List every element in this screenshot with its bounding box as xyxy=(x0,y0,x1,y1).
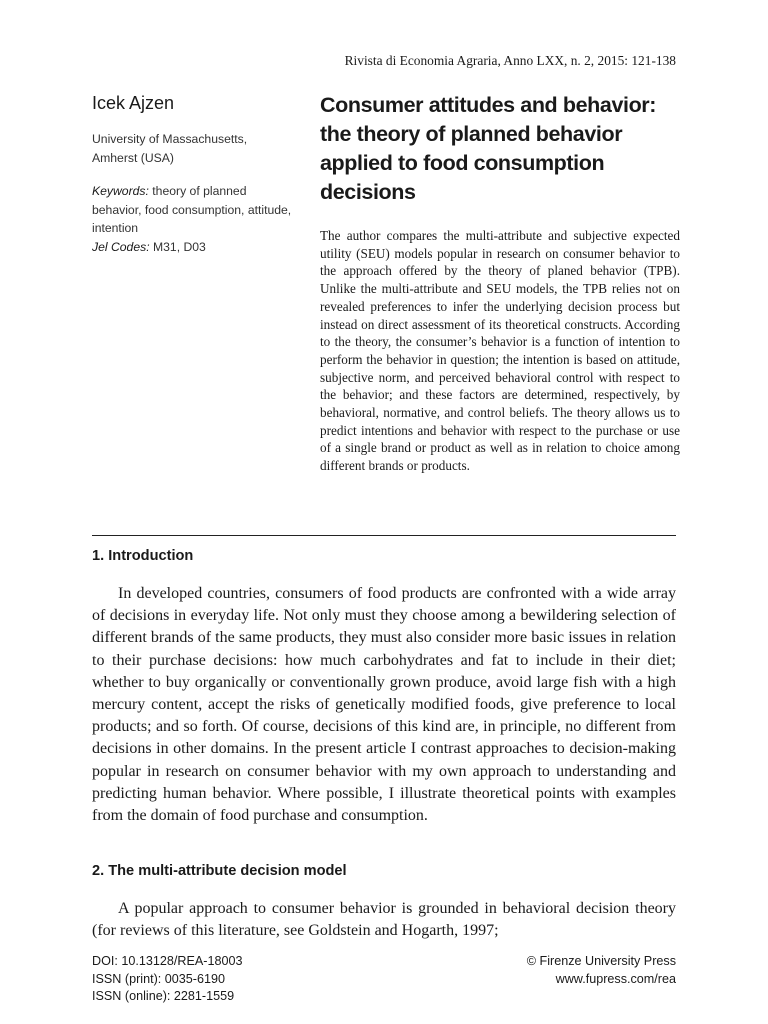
title-block xyxy=(320,91,680,488)
publisher-name: © Firenze University Press xyxy=(526,954,676,968)
journal-reference: Rivista di Economia Agraria, Anno LXX, n. 2, 2015: 121-138 xyxy=(344,53,676,68)
jel-label: Jel Codes: xyxy=(92,239,150,254)
abstract: The author compares the multi-attribute and subjective expected utility (SEU) models popular in research on consumer behavior to the approach offered by the theory of planed behavior (TPB). Unlike the multi-attribute and SEU models, the TPB relies not on revealed preferences to infer the underlying decision process but instead on direct assessment of its theoretical constructs. According to the theory, the consumer’s behavior is a function of intention to perform the behavior in question; the intention is based on attitude, subjective norm, and perceived behavioral control with respect to the behavior; and these factors are determined, respectively, by behavioral, normative, and control beliefs. The theory allows us to predict intentions and behavior with respect to the purchase or use of a single brand or product as well as in relation to choice among different brands or products. xyxy=(320,228,680,474)
jel-text: M31, D03 xyxy=(152,239,206,254)
affiliation-line-2: Amherst (USA) xyxy=(92,151,174,165)
article-title: Consumer attitudes and behavior: the theory of planned behavior applied to food consumption decisions xyxy=(320,93,657,204)
issn-print: ISSN (print): 0035-6190 xyxy=(92,971,226,986)
footer-identifiers xyxy=(92,953,243,1006)
author-sidebar xyxy=(92,93,292,256)
jel-codes xyxy=(92,238,292,257)
keywords-text: theory of planned behavior, food consumption, attitude, intention xyxy=(92,184,292,235)
multi-attribute-paragraph: A popular approach to consumer behavior is grounded in behavioral decision theory (for reviews of this literature, see Goldstein and Hogarth, 1997; xyxy=(92,900,676,940)
author-name: Icek Ajzen xyxy=(92,93,175,113)
affiliation-line-1: University of Massachusetts, xyxy=(92,132,248,146)
introduction-paragraph: In developed countries, consumers of food products are confronted with a wide array of decisions in everyday life. Not only must they choose among a bewildering selection of different brands of the same products, they must also consider more basic issues in relation to their purchase decisions: how much carbohydrates and fat to include in their diet; whether to buy organically or conventionally grown produce, avoid large fish with a high mercury content, accept the risks of genetically modified foods, give preference to local products; and so forth. Of course, decisions of this kind are, in principle, no different from decisions in other domains. In the present article I contrast approaches to decision-making popular in research on consumer behavior with my own approach to understanding and predicting human behavior. Where possible, I illustrate theoretical points with examples from the domain of food purchase and consumption. xyxy=(92,585,676,825)
doi: DOI: 10.13128/REA-18003 xyxy=(92,954,243,968)
footer-publisher xyxy=(527,953,676,988)
keywords xyxy=(92,182,292,238)
keywords-label: Keywords: xyxy=(92,184,149,198)
section-heading-multi-attribute: 2. The multi-attribute decision model xyxy=(92,863,347,879)
issn-online: ISSN (online): 2281-1559 xyxy=(92,989,235,1003)
section-heading-introduction: 1. Introduction xyxy=(92,548,194,564)
publisher-website: www.fupress.com/rea xyxy=(555,971,676,986)
author-affiliation xyxy=(92,130,292,168)
divider-rule xyxy=(92,535,676,536)
